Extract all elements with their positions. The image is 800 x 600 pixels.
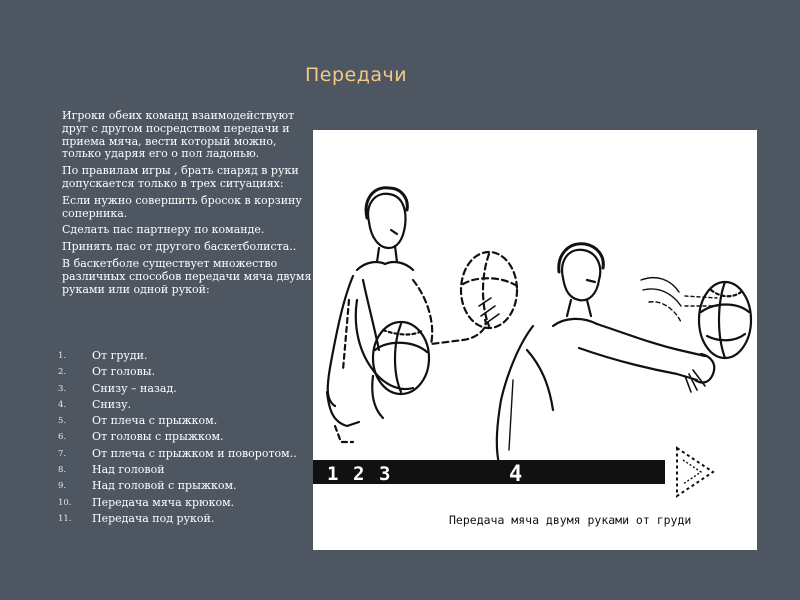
phase-label: 4 bbox=[509, 462, 523, 487]
list-item bbox=[46, 448, 306, 461]
list-text: От груди. bbox=[92, 349, 148, 362]
chest-pass-illustration bbox=[313, 130, 757, 550]
list-number: 9. bbox=[58, 481, 67, 492]
list-number: 5. bbox=[58, 416, 67, 427]
list-text: Снизу. bbox=[92, 397, 132, 411]
list-text: Над головой bbox=[92, 463, 165, 477]
list-number: 3. bbox=[58, 383, 67, 394]
list-number: 2. bbox=[58, 367, 67, 378]
list-text: От головы. bbox=[92, 365, 156, 379]
list-text: От плеча с прыжком и поворотом.. bbox=[92, 446, 297, 460]
list-item bbox=[46, 366, 306, 379]
ball-phase-1 bbox=[373, 322, 429, 394]
list-item bbox=[46, 383, 306, 396]
list-number: 11. bbox=[58, 513, 72, 524]
phase-timeline bbox=[313, 448, 713, 496]
list-text: От головы с прыжком. bbox=[92, 430, 224, 444]
paragraph: Сделать пас партнеру по команде. bbox=[62, 223, 265, 237]
illustration-drawing bbox=[313, 130, 757, 550]
list-text: Снизу – назад. bbox=[92, 381, 177, 395]
phase-label: 2 bbox=[353, 463, 365, 485]
phase-label: 3 bbox=[379, 463, 391, 485]
ball-trajectory-lines bbox=[641, 278, 717, 322]
list-item bbox=[46, 497, 306, 510]
list-item bbox=[46, 480, 306, 493]
paragraph: В баскетболе существует множество различных способов передачи мяча двумя руками или одной рукой: bbox=[62, 256, 312, 296]
pass-types-list bbox=[46, 350, 306, 529]
list-item bbox=[46, 464, 306, 477]
list-number: 10. bbox=[58, 497, 72, 508]
phase-label: 1 bbox=[327, 463, 339, 485]
list-number: 7. bbox=[58, 448, 67, 459]
ball-phase-4 bbox=[699, 282, 751, 358]
list-number: 6. bbox=[58, 432, 67, 443]
list-text: От плеча с прыжком. bbox=[92, 414, 218, 428]
ball-phase-2 bbox=[461, 252, 517, 328]
paragraph: По правилам игры , брать снаряд в руки допускается только в трех ситуациях: bbox=[62, 164, 299, 190]
paragraph: Если нужно совершить бросок в корзину соперника. bbox=[62, 193, 302, 220]
list-number: 1. bbox=[58, 351, 67, 361]
list-item bbox=[46, 399, 306, 412]
figure-caption: Передача мяча двумя руками от груди bbox=[449, 513, 692, 527]
list-item bbox=[46, 431, 306, 444]
text-block bbox=[62, 110, 314, 300]
paragraph: Игроки обеих команд взаимодействуют друг с другом посредством передачи и приема мяча, вести который можно, только ударяя его о пол ладонью. bbox=[62, 109, 295, 161]
slide-title: Передачи bbox=[305, 64, 408, 86]
list-item bbox=[46, 350, 306, 363]
paragraph: Принять пас от другого баскетболиста.. bbox=[62, 240, 297, 254]
list-text: Над головой с прыжком. bbox=[92, 479, 237, 493]
list-text: Передача мяча крюком. bbox=[92, 495, 235, 509]
list-number: 8. bbox=[58, 465, 67, 476]
list-item bbox=[46, 415, 306, 428]
player-figure-phase-4 bbox=[497, 244, 714, 464]
list-number: 4. bbox=[58, 399, 67, 410]
list-item bbox=[46, 513, 306, 526]
player-figure-phases-1-3 bbox=[327, 188, 486, 442]
list-text: Передача под рукой. bbox=[92, 511, 215, 525]
